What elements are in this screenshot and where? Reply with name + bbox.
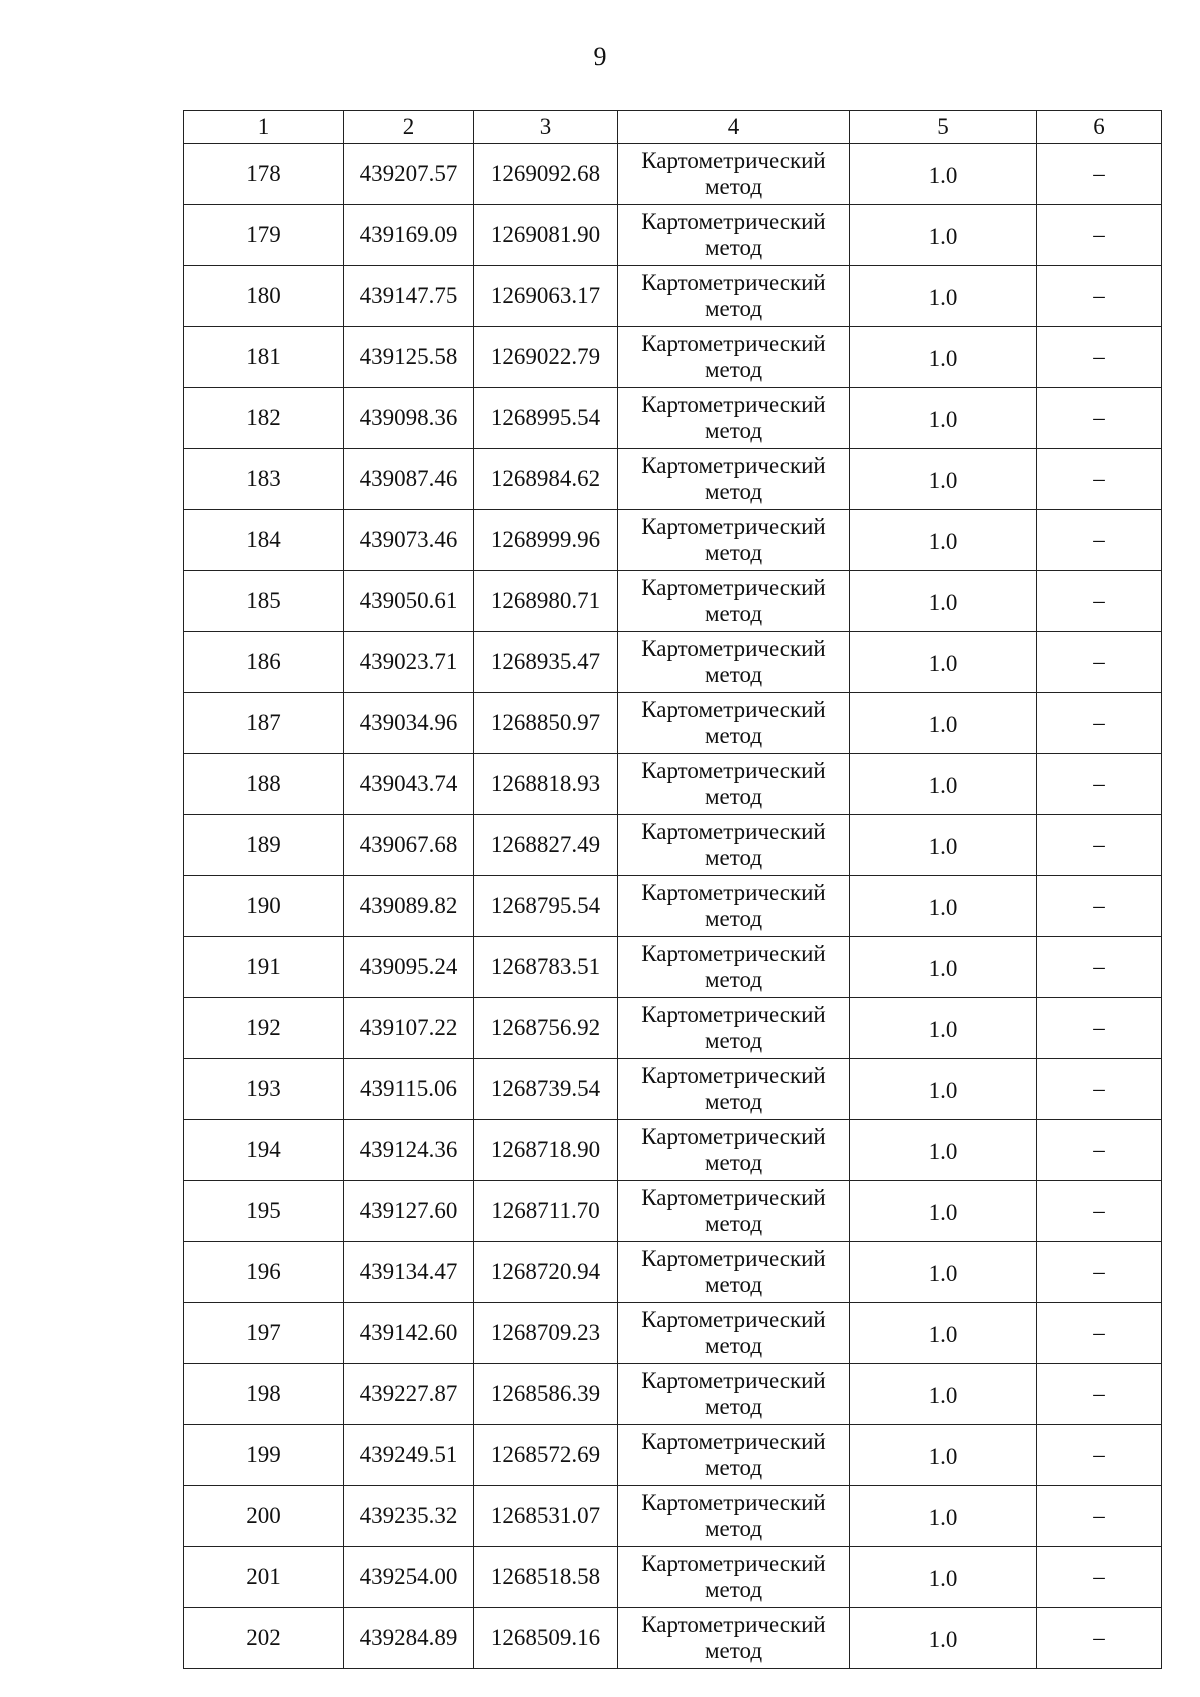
method-line-1: Картометрический [641,1185,826,1210]
cell-point-number: 194 [184,1120,344,1181]
cell-point-number: 186 [184,632,344,693]
cell-method [618,266,850,327]
method-line-2: метод [704,1516,763,1541]
cell-method [618,693,850,754]
cell-accuracy: 1.0 [850,876,1037,937]
cell-point-number: 201 [184,1547,344,1608]
cell-note: – [1037,693,1162,754]
cell-y-coordinate: 1268718.90 [474,1120,618,1181]
table-row [184,1059,1162,1120]
table-row [184,693,1162,754]
cell-accuracy: 1.0 [850,1486,1037,1547]
cell-x-coordinate: 439034.96 [344,693,474,754]
table-row [184,998,1162,1059]
cell-note: – [1037,1608,1162,1669]
method-line-1: Картометрический [641,1612,826,1637]
cell-x-coordinate: 439284.89 [344,1608,474,1669]
cell-note: – [1037,754,1162,815]
cell-point-number: 189 [184,815,344,876]
method-line-2: метод [704,357,763,382]
cell-point-number: 193 [184,1059,344,1120]
cell-method [618,510,850,571]
method-line-1: Картометрический [641,1307,826,1332]
cell-note: – [1037,1181,1162,1242]
table-row [184,1547,1162,1608]
method-line-1: Картометрический [641,697,826,722]
cell-accuracy: 1.0 [850,1608,1037,1669]
method-line-2: метод [704,296,763,321]
cell-point-number: 187 [184,693,344,754]
method-line-1: Картометрический [641,575,826,600]
table-row [184,1120,1162,1181]
table-row [184,754,1162,815]
cell-accuracy: 1.0 [850,327,1037,388]
cell-x-coordinate: 439107.22 [344,998,474,1059]
cell-point-number: 200 [184,1486,344,1547]
cell-y-coordinate: 1268935.47 [474,632,618,693]
column-header-accuracy: 5 [850,111,1037,144]
method-line-1: Картометрический [641,392,826,417]
method-line-2: метод [704,1150,763,1175]
method-line-2: метод [704,540,763,565]
cell-method [618,632,850,693]
table-header-row [184,111,1162,144]
cell-note: – [1037,510,1162,571]
coordinates-table [183,110,1162,1669]
cell-x-coordinate: 439073.46 [344,510,474,571]
cell-y-coordinate: 1268518.58 [474,1547,618,1608]
method-line-1: Картометрический [641,1002,826,1027]
cell-accuracy: 1.0 [850,205,1037,266]
table-row [184,1364,1162,1425]
cell-method [618,815,850,876]
method-line-2: метод [704,662,763,687]
method-line-2: метод [704,1455,763,1480]
method-line-2: метод [704,1577,763,1602]
cell-x-coordinate: 439067.68 [344,815,474,876]
method-line-2: метод [704,845,763,870]
column-header-point-number: 1 [184,111,344,144]
cell-point-number: 185 [184,571,344,632]
method-line-1: Картометрический [641,758,826,783]
cell-method [618,876,850,937]
cell-y-coordinate: 1268572.69 [474,1425,618,1486]
cell-x-coordinate: 439043.74 [344,754,474,815]
method-line-2: метод [704,1638,763,1663]
cell-note: – [1037,1364,1162,1425]
method-line-2: метод [704,1211,763,1236]
cell-note: – [1037,571,1162,632]
cell-accuracy: 1.0 [850,1120,1037,1181]
cell-note: – [1037,1425,1162,1486]
cell-y-coordinate: 1268756.92 [474,998,618,1059]
cell-y-coordinate: 1268711.70 [474,1181,618,1242]
cell-y-coordinate: 1268827.49 [474,815,618,876]
cell-y-coordinate: 1268795.54 [474,876,618,937]
method-line-2: метод [704,1272,763,1297]
cell-point-number: 184 [184,510,344,571]
cell-y-coordinate: 1268999.96 [474,510,618,571]
cell-accuracy: 1.0 [850,1303,1037,1364]
cell-method [618,1181,850,1242]
cell-x-coordinate: 439115.06 [344,1059,474,1120]
cell-y-coordinate: 1268509.16 [474,1608,618,1669]
cell-method [618,1425,850,1486]
table-row [184,815,1162,876]
cell-x-coordinate: 439134.47 [344,1242,474,1303]
cell-method [618,937,850,998]
cell-accuracy: 1.0 [850,510,1037,571]
method-line-1: Картометрический [641,819,826,844]
method-line-1: Картометрический [641,1490,826,1515]
cell-accuracy: 1.0 [850,1059,1037,1120]
table-row [184,1608,1162,1669]
cell-method [618,1608,850,1669]
cell-y-coordinate: 1269063.17 [474,266,618,327]
table-row [184,510,1162,571]
cell-point-number: 197 [184,1303,344,1364]
cell-x-coordinate: 439227.87 [344,1364,474,1425]
cell-method [618,1059,850,1120]
cell-note: – [1037,1120,1162,1181]
cell-note: – [1037,449,1162,510]
table-row [184,205,1162,266]
method-line-1: Картометрический [641,1368,826,1393]
table-row [184,144,1162,205]
method-line-1: Картометрический [641,209,826,234]
cell-method [618,1547,850,1608]
cell-y-coordinate: 1269022.79 [474,327,618,388]
cell-x-coordinate: 439124.36 [344,1120,474,1181]
cell-x-coordinate: 439050.61 [344,571,474,632]
cell-accuracy: 1.0 [850,1181,1037,1242]
cell-note: – [1037,1059,1162,1120]
method-line-1: Картометрический [641,1551,826,1576]
column-header-note: 6 [1037,111,1162,144]
table-row [184,876,1162,937]
cell-point-number: 178 [184,144,344,205]
method-line-2: метод [704,1333,763,1358]
table-row [184,632,1162,693]
cell-note: – [1037,327,1162,388]
cell-method [618,1242,850,1303]
cell-point-number: 183 [184,449,344,510]
method-line-2: метод [704,723,763,748]
cell-method [618,998,850,1059]
cell-note: – [1037,1486,1162,1547]
cell-note: – [1037,144,1162,205]
cell-note: – [1037,937,1162,998]
cell-point-number: 181 [184,327,344,388]
table-row [184,266,1162,327]
cell-y-coordinate: 1268818.93 [474,754,618,815]
cell-accuracy: 1.0 [850,571,1037,632]
cell-method [618,144,850,205]
cell-accuracy: 1.0 [850,693,1037,754]
cell-accuracy: 1.0 [850,937,1037,998]
column-header-y-coordinate: 3 [474,111,618,144]
method-line-2: метод [704,1089,763,1114]
cell-x-coordinate: 439125.58 [344,327,474,388]
cell-y-coordinate: 1268783.51 [474,937,618,998]
cell-accuracy: 1.0 [850,388,1037,449]
method-line-2: метод [704,235,763,260]
table-row [184,1486,1162,1547]
cell-y-coordinate: 1269092.68 [474,144,618,205]
method-line-1: Картометрический [641,331,826,356]
cell-x-coordinate: 439254.00 [344,1547,474,1608]
cell-x-coordinate: 439169.09 [344,205,474,266]
cell-note: – [1037,1547,1162,1608]
cell-point-number: 199 [184,1425,344,1486]
cell-y-coordinate: 1268850.97 [474,693,618,754]
cell-accuracy: 1.0 [850,754,1037,815]
cell-x-coordinate: 439147.75 [344,266,474,327]
cell-note: – [1037,388,1162,449]
page-number: 9 [593,42,607,71]
cell-point-number: 179 [184,205,344,266]
cell-y-coordinate: 1268995.54 [474,388,618,449]
method-line-2: метод [704,1028,763,1053]
cell-x-coordinate: 439127.60 [344,1181,474,1242]
cell-accuracy: 1.0 [850,815,1037,876]
cell-accuracy: 1.0 [850,1425,1037,1486]
cell-point-number: 196 [184,1242,344,1303]
cell-method [618,205,850,266]
cell-y-coordinate: 1268531.07 [474,1486,618,1547]
cell-accuracy: 1.0 [850,266,1037,327]
cell-accuracy: 1.0 [850,449,1037,510]
method-line-1: Картометрический [641,453,826,478]
method-line-1: Картометрический [641,941,826,966]
table-row [184,327,1162,388]
cell-x-coordinate: 439235.32 [344,1486,474,1547]
method-line-1: Картометрический [641,880,826,905]
method-line-1: Картометрический [641,1063,826,1088]
method-line-2: метод [704,967,763,992]
cell-note: – [1037,998,1162,1059]
cell-x-coordinate: 439098.36 [344,388,474,449]
method-line-2: метод [704,479,763,504]
method-line-2: метод [704,418,763,443]
cell-point-number: 182 [184,388,344,449]
column-header-x-coordinate: 2 [344,111,474,144]
method-line-2: метод [704,784,763,809]
method-line-1: Картометрический [641,1246,826,1271]
cell-point-number: 191 [184,937,344,998]
method-line-2: метод [704,601,763,626]
method-line-1: Картометрический [641,1429,826,1454]
cell-accuracy: 1.0 [850,1242,1037,1303]
cell-accuracy: 1.0 [850,144,1037,205]
cell-point-number: 198 [184,1364,344,1425]
method-line-1: Картометрический [641,514,826,539]
cell-x-coordinate: 439087.46 [344,449,474,510]
cell-x-coordinate: 439095.24 [344,937,474,998]
cell-accuracy: 1.0 [850,1364,1037,1425]
cell-note: – [1037,632,1162,693]
cell-method [618,1120,850,1181]
cell-note: – [1037,205,1162,266]
cell-note: – [1037,1303,1162,1364]
cell-method [618,388,850,449]
cell-point-number: 195 [184,1181,344,1242]
cell-accuracy: 1.0 [850,632,1037,693]
cell-accuracy: 1.0 [850,1547,1037,1608]
cell-method [618,1303,850,1364]
table-row [184,1181,1162,1242]
method-line-1: Картометрический [641,148,826,173]
table-row [184,1425,1162,1486]
table-body [184,111,1162,1669]
cell-point-number: 190 [184,876,344,937]
table-row [184,571,1162,632]
cell-y-coordinate: 1268586.39 [474,1364,618,1425]
cell-y-coordinate: 1268980.71 [474,571,618,632]
cell-x-coordinate: 439207.57 [344,144,474,205]
method-line-2: метод [704,906,763,931]
table-row [184,388,1162,449]
cell-y-coordinate: 1268720.94 [474,1242,618,1303]
table-row [184,937,1162,998]
table-row [184,1242,1162,1303]
cell-method [618,449,850,510]
cell-method [618,571,850,632]
cell-method [618,327,850,388]
cell-method [618,754,850,815]
table-row [184,449,1162,510]
cell-point-number: 180 [184,266,344,327]
cell-x-coordinate: 439089.82 [344,876,474,937]
cell-y-coordinate: 1268984.62 [474,449,618,510]
table-row [184,1303,1162,1364]
column-header-method: 4 [618,111,850,144]
cell-point-number: 202 [184,1608,344,1669]
cell-note: – [1037,876,1162,937]
method-line-1: Картометрический [641,636,826,661]
cell-note: – [1037,1242,1162,1303]
method-line-2: метод [704,1394,763,1419]
method-line-1: Картометрический [641,270,826,295]
cell-x-coordinate: 439023.71 [344,632,474,693]
cell-method [618,1364,850,1425]
method-line-1: Картометрический [641,1124,826,1149]
cell-note: – [1037,266,1162,327]
cell-point-number: 188 [184,754,344,815]
cell-note: – [1037,815,1162,876]
cell-y-coordinate: 1268709.23 [474,1303,618,1364]
method-line-2: метод [704,174,763,199]
cell-x-coordinate: 439249.51 [344,1425,474,1486]
cell-accuracy: 1.0 [850,998,1037,1059]
cell-y-coordinate: 1268739.54 [474,1059,618,1120]
cell-method [618,1486,850,1547]
cell-y-coordinate: 1269081.90 [474,205,618,266]
cell-x-coordinate: 439142.60 [344,1303,474,1364]
cell-point-number: 192 [184,998,344,1059]
